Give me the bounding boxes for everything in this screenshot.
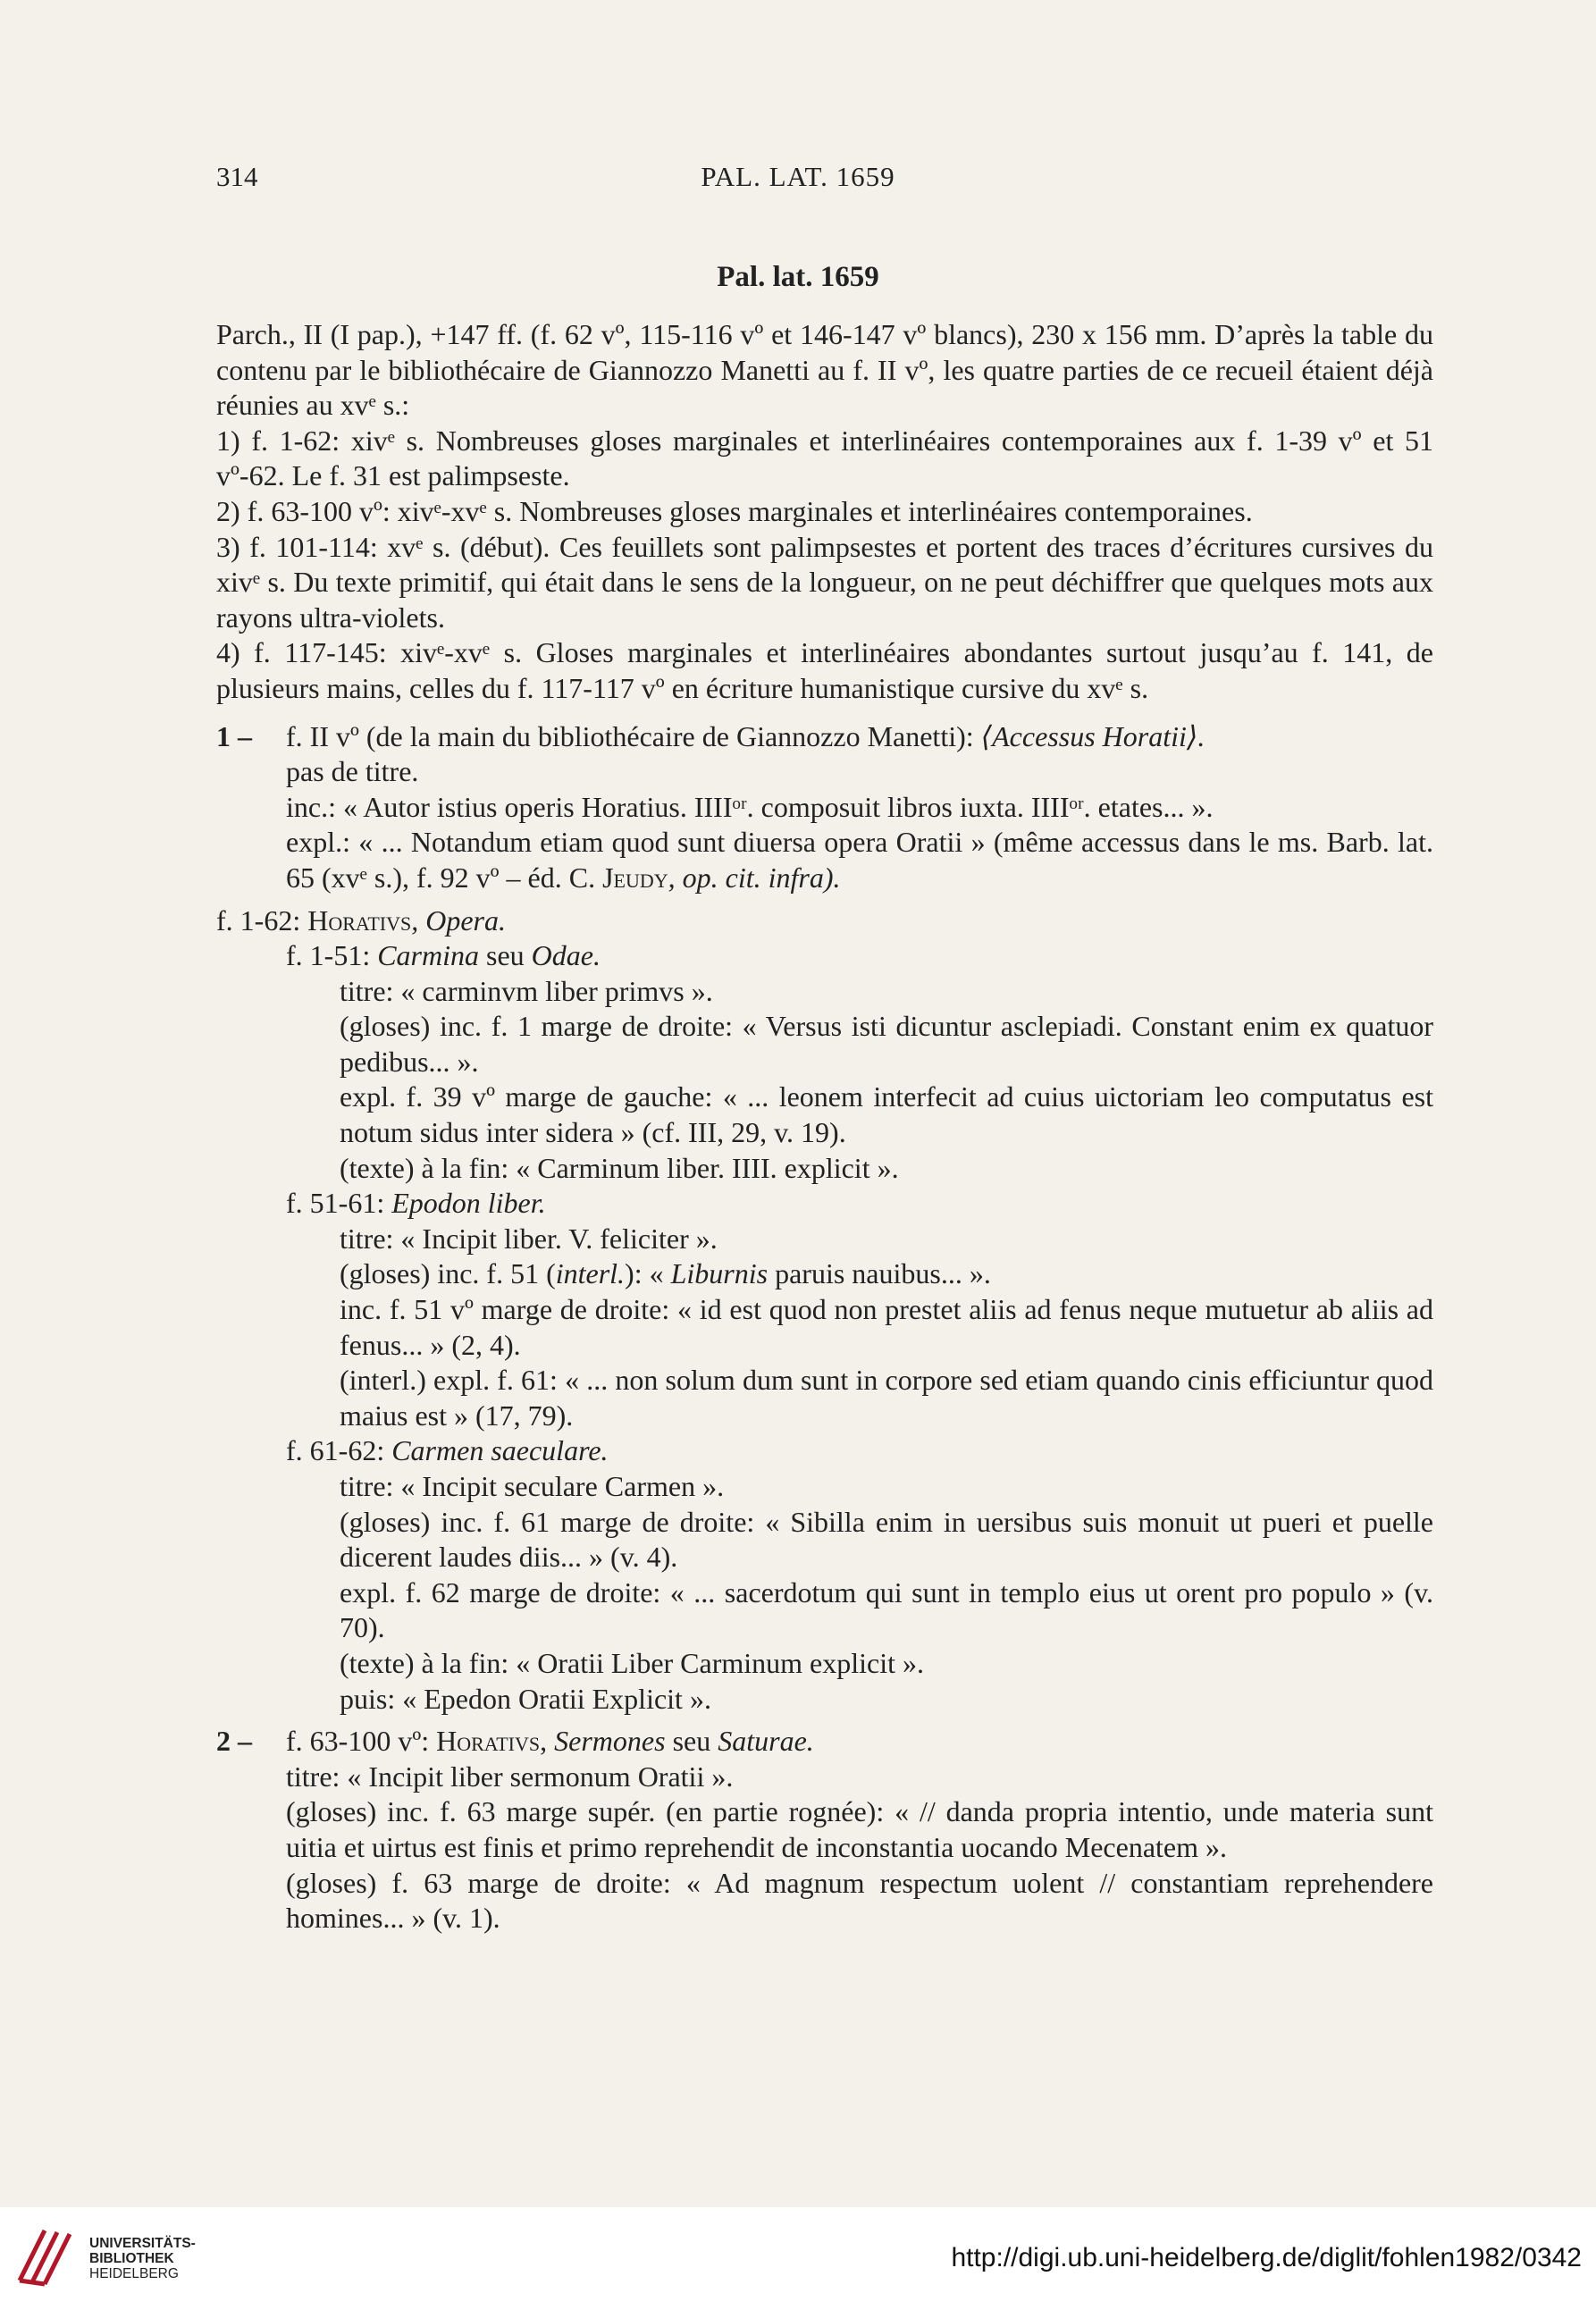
- item-2-work: Sermones: [554, 1725, 666, 1758]
- epodon-gloss-e: paruis nauibus... ».: [768, 1257, 991, 1290]
- horace-opera-heading: [216, 903, 1433, 939]
- item-1-no-title: pas de titre.: [286, 755, 419, 788]
- epodon-gloss-interl: interl.: [555, 1257, 626, 1290]
- saeculare-text-end: (texte) à la fin: « Oratii Liber Carminum explicit ».: [340, 1646, 925, 1679]
- item-2-folios: f. 63-100 vº:: [286, 1725, 437, 1758]
- saeculare-folios: f. 61-62:: [286, 1434, 392, 1467]
- carmina-seu: seu: [479, 939, 532, 972]
- running-title: PAL. LAT. 1659: [701, 161, 895, 192]
- part-3-description: 3) f. 101-114: xvᵉ s. (début). Ces feuillets sont palimpsestes et portent des traces d’écritures cursives du xivᵉ s. Du texte primitif, qui était dans le sens de la longueur, on ne peut déchiffrer que quelques mots aux rayons ultra-violets.: [216, 530, 1433, 634]
- item-2-titre: titre: « Incipit liber sermonum Oratii ».: [286, 1760, 734, 1793]
- manuscript-title: Pal. lat. 1659: [717, 261, 879, 293]
- library-name-line-3: HEIDELBERG: [89, 2266, 179, 2281]
- part-1-description: 1) f. 1-62: xivᵉ s. Nombreuses gloses marginales et interlinéaires contemporaines aux f. 1-39 vº et 51 vº-62. Le f. 31 est palimpseste.: [216, 424, 1433, 492]
- item-2-author: Horativs: [436, 1725, 541, 1758]
- library-name-line-1: UNIVERSITÄTS-: [89, 2236, 196, 2251]
- carmina-gloss-incipit: (gloses) inc. f. 1 marge de droite: « Versus isti dicuntur asclepiadi. Constant enim ex quatuor pedibus... ».: [340, 1010, 1433, 1078]
- carmina-folios: f. 1-51:: [286, 939, 378, 972]
- item-2-work-alt: Saturae.: [718, 1725, 814, 1758]
- item-2-seu: seu: [665, 1725, 718, 1758]
- part-4-description: 4) f. 117-145: xivᵉ-xvᵉ s. Gloses marginales et interlinéaires abondantes surtout jusqu’au f. 141, de plusieurs mains, celles du f. 117-117 vº en écriture humanistique cursive du xvᵉ s.: [216, 636, 1433, 704]
- university-library-logo-icon[interactable]: [13, 2218, 84, 2289]
- epodon-gloss-incipit-2: inc. f. 51 vº marge de droite: « id est quod non prestet aliis ad fenus neque mutuetur ab aliis ad fenus... » (2, 4).: [340, 1293, 1433, 1361]
- epodon-folios: f. 51-61:: [286, 1187, 392, 1220]
- carmina-title: Carmina: [377, 939, 479, 972]
- horace-author: Horativs: [307, 903, 412, 937]
- epodon-title: Epodon liber.: [391, 1187, 546, 1220]
- permalink-url[interactable]: http://digi.ub.uni-heidelberg.de/diglit/fohlen1982/0342: [951, 2243, 1582, 2272]
- saeculare-gloss-incipit: (gloses) inc. f. 61 marge de droite: « Sibilla enim in uersibus suis monuit ut pueri et puelle dicerent laudes diis... » (v. 4).: [340, 1505, 1433, 1574]
- viewer-footer: [0, 2207, 1596, 2310]
- epodon-titre: titre: « Incipit liber. V. feliciter ».: [340, 1222, 718, 1255]
- item-2-gloss-1: (gloses) inc. f. 63 marge supér. (en partie rognée): « // danda propria intentio, unde materia sunt uitia et uirtus est finis et primo reprehendit de inconstantia uocando Mecenatem ».: [286, 1795, 1433, 1863]
- carmina-heading: [286, 938, 1433, 974]
- epodon-gloss-c: ): «: [625, 1257, 671, 1290]
- epodon-gloss-explicit: (interl.) expl. f. 61: « ... non solum dum sunt in corpore sed etiam quando cinis efficiuntur quod maius est » (17, 79).: [340, 1364, 1433, 1432]
- item-1-number: 1 –: [216, 719, 252, 752]
- catalogue-entry: [216, 317, 1433, 1936]
- horace-work: , Opera.: [411, 903, 506, 937]
- epodon-heading: [286, 1186, 1433, 1222]
- description-paragraph: Parch., II (I pap.), +147 ff. (f. 62 vº, 115-116 vº et 146-147 vº blancs), 230 x 156 mm. D’après la table du contenu par le bibliothécaire de Giannozzo Manetti au f. II vº, les quatre parties de ce recueil étaient déjà réunies au xvᵉ s.:: [216, 318, 1433, 422]
- saeculare-heading: [286, 1433, 1433, 1469]
- horace-folios: f. 1-62:: [216, 903, 308, 937]
- item-2-sep: ,: [540, 1725, 555, 1758]
- item-1-explicit: [286, 825, 1433, 895]
- epodon-gloss-a: (gloses) inc. f. 51 (: [340, 1257, 556, 1290]
- item-1-title: ⟨Accessus Horatii⟩.: [980, 719, 1205, 752]
- library-name-line-2: BIBLIOTHEK: [89, 2251, 174, 2266]
- item-1-heading: f. II vº (de la main du bibliothécaire de Giannozzo Manetti):: [286, 719, 981, 752]
- part-2-description: 2) f. 63-100 vº: xivᵉ-xvᵉ s. Nombreuses gloses marginales et interlinéaires contemporaines.: [216, 494, 1253, 527]
- saeculare-puis: puis: « Epedon Oratii Explicit ».: [340, 1682, 711, 1715]
- item-1-incipit: inc.: « Autor istius operis Horatius. IIIIᵒʳ. composuit libros iuxta. IIIIᵒʳ. etates... ».: [286, 790, 1214, 823]
- carmina-titre: titre: « carminvm liber primvs ».: [340, 974, 713, 1007]
- carmina-text-end: (texte) à la fin: « Carminum liber. IIII. explicit ».: [340, 1151, 899, 1184]
- saeculare-titre: titre: « Incipit seculare Carmen ».: [340, 1470, 725, 1502]
- saeculare-gloss-explicit: expl. f. 62 marge de droite: « ... sacerdotum qui sunt in templo eius ut orent pro populo » (v. 70).: [340, 1575, 1433, 1644]
- item-1-explicit-text: expl.: « ... Notandum etiam quod sunt diuersa opera Oratii » (même accessus dans le ms. Barb. lat. 65 (xvᵉ s.), f. 92 vº – éd. C.: [286, 826, 1433, 894]
- item-1-explicit-ref: , op. cit. infra).: [668, 861, 841, 894]
- item-2-gloss-2: (gloses) f. 63 marge de droite: « Ad magnum respectum uolent // constantiam reprehendere homines... » (v. 1).: [286, 1866, 1433, 1935]
- carmina-gloss-explicit: expl. f. 39 vº marge de gauche: « ... leonem interfecit ad cuius uictoriam leo computatus est notum sidus inter sidera » (cf. III, 29, v. 19).: [340, 1080, 1433, 1149]
- carmina-title-alt: Odae.: [531, 939, 601, 972]
- library-name[interactable]: [89, 2236, 196, 2281]
- epodon-gloss-liburnis: Liburnis: [670, 1257, 769, 1290]
- item-2-number: 2 –: [216, 1725, 252, 1758]
- epodon-gloss-incipit: [340, 1256, 1433, 1292]
- item-1-explicit-author: Jeudy: [602, 861, 668, 894]
- item-1: [216, 719, 1433, 755]
- item-2: [216, 1724, 1433, 1760]
- saeculare-title: Carmen saeculare.: [391, 1434, 609, 1467]
- page-number: 314: [216, 161, 258, 192]
- running-header: [207, 161, 1389, 197]
